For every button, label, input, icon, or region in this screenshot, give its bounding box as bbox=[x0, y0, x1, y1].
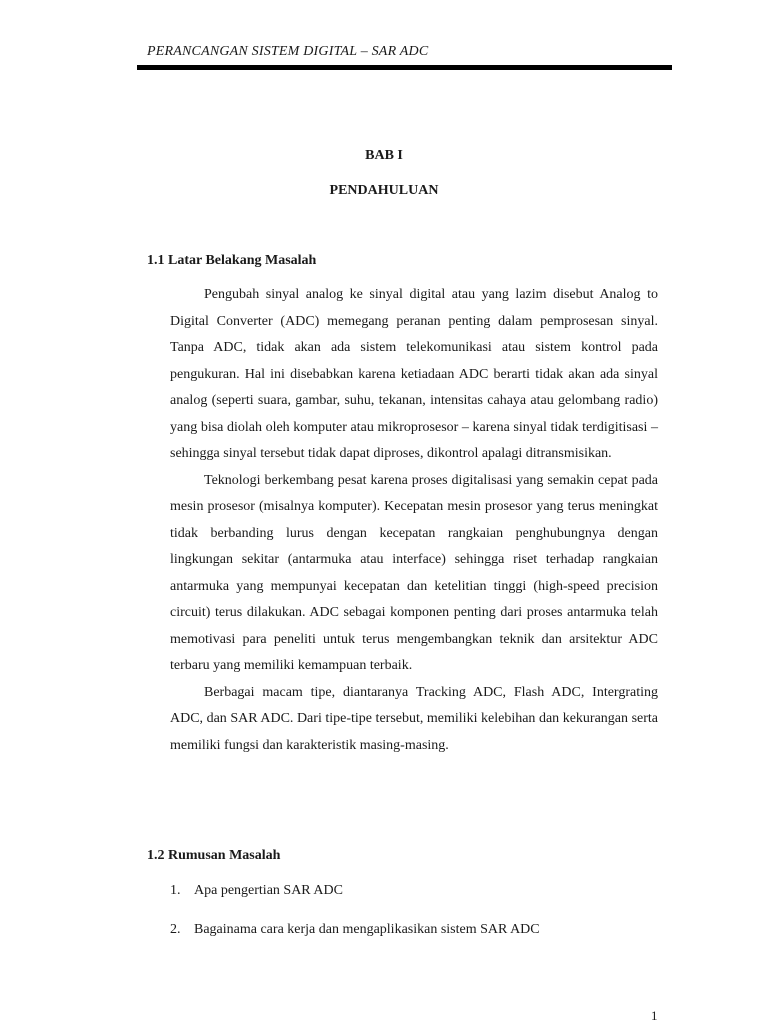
list-item-text: Bagainama cara kerja dan mengaplikasikan sistem SAR ADC bbox=[194, 922, 540, 937]
list-item bbox=[170, 922, 540, 938]
section-body-background bbox=[170, 282, 658, 759]
chapter-number: BAB I bbox=[365, 148, 403, 163]
section-heading-problem: 1.2 Rumusan Masalah bbox=[147, 848, 281, 863]
paragraph-1: Pengubah sinyal analog ke sinyal digital atau yang lazim disebut Analog to Digital Converter (ADC) memegang peranan penting dalam pemprosesan sinyal. Tanpa ADC, tidak akan ada sistem telekomunikasi atau sistem kontrol pada pengukuran. Hal ini disebabkan karena ketiadaan ADC berarti tidak akan ada sinyal analog (seperti suara, gambar, suhu, tekanan, intensitas cahaya atau gelombang radio) yang bisa diolah oleh komputer atau mikroprosesor – karena sinyal tidak terdigitisasi – sehingga sinyal tersebut tidak dapat diproses, dikontrol apalagi ditransmisikan. bbox=[170, 287, 658, 461]
header-rule bbox=[137, 65, 672, 70]
section-heading-background: 1.1 Latar Belakang Masalah bbox=[147, 253, 317, 268]
paragraph-3: Berbagai macam tipe, diantaranya Tracking ADC, Flash ADC, Intergrating ADC, dan SAR ADC. Dari tipe-tipe tersebut, memiliki kelebihan dan kekurangan serta memiliki fungsi dan karakteristik masing-masing. bbox=[170, 684, 658, 753]
chapter-title: PENDAHULUAN bbox=[329, 183, 439, 198]
list-item-text: Apa pengertian SAR ADC bbox=[194, 883, 343, 898]
list-item bbox=[170, 883, 343, 899]
running-header: PERANCANGAN SISTEM DIGITAL – SAR ADC bbox=[147, 44, 429, 59]
list-item-number: 2. bbox=[170, 922, 181, 937]
page-number: 1 bbox=[651, 1008, 658, 1023]
paragraph-2: Teknologi berkembang pesat karena proses digitalisasi yang semakin cepat pada mesin prosesor (misalnya komputer). Kecepatan mesin prosesor yang terus meningkat tidak berbanding lurus dengan kecepatan rangkaian penghubungnya dengan lingkungan sekitar (antarmuka atau interface) sehingga riset terhadap rangkaian antarmuka yang mempunyai kecepatan dan ketelitian tinggi (high-speed precision circuit) terus dilakukan. ADC sebagai komponen penting dari proses antarmuka telah memotivasi para peneliti untuk terus mengembangkan teknik dan arsitektur ADC terbaru yang memiliki kemampuan terbaik. bbox=[170, 472, 658, 673]
list-item-number: 1. bbox=[170, 883, 181, 898]
